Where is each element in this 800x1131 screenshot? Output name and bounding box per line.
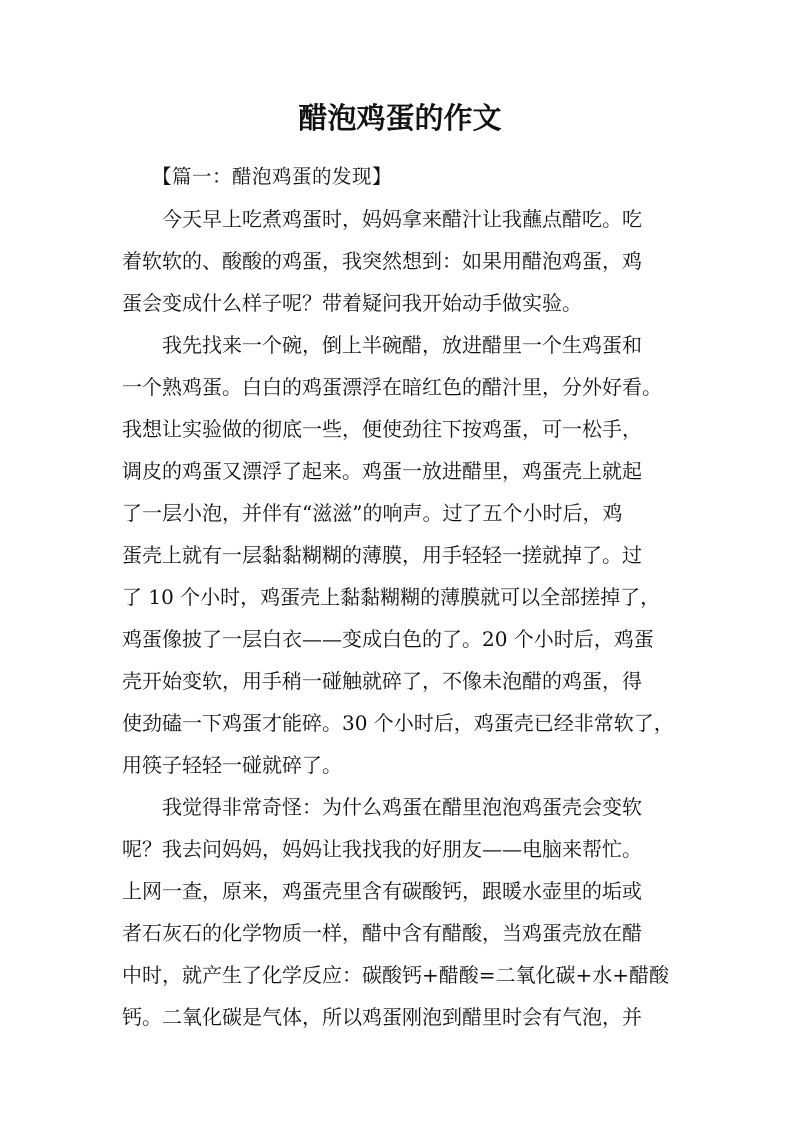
text-line: 鸡蛋像披了一层白衣——变成白色的了。20 个小时后，鸡蛋 [122,627,654,651]
text-line: 蛋会变成什么样子呢？带着疑问我开始动手做实验。 [122,291,582,315]
text-line: 壳开始变软，用手稍一碰触就碎了，不像未泡醋的鸡蛋，得 [122,669,642,693]
paragraph-2 [122,324,682,786]
text-line: 调皮的鸡蛋又漂浮了起来。鸡蛋一放进醋里，鸡蛋壳上就起 [122,459,642,483]
paragraph-3 [122,786,682,1038]
section-heading: 【篇一：醋泡鸡蛋的发现】 [152,165,393,188]
text-line: 一个熟鸡蛋。白白的鸡蛋漂浮在暗红色的醋汁里，分外好看。 [122,375,662,399]
text-line: 了一层小泡，并伴有“滋滋”的响声。过了五个小时后，鸡 [122,501,623,525]
text-line: 着软软的、酸酸的鸡蛋，我突然想到：如果用醋泡鸡蛋，鸡 [122,249,642,273]
text-line: 了 10 个小时，鸡蛋壳上黏黏糊糊的薄膜就可以全部搓掉了， [122,585,661,609]
text-line: 我先找来一个碗，倒上半碗醋，放进醋里一个生鸡蛋和 [162,333,642,357]
text-line: 蛋壳上就有一层黏黏糊糊的薄膜，用手轻轻一搓就掉了。过 [122,543,642,567]
text-line: 我觉得非常奇怪：为什么鸡蛋在醋里泡泡鸡蛋壳会变软 [162,795,642,819]
text-line: 用筷子轻轻一碰就碎了。 [122,753,342,777]
text-line: 钙。二氧化碳是气体，所以鸡蛋刚泡到醋里时会有气泡，并 [122,1005,642,1029]
text-line: 上网一查，原来，鸡蛋壳里含有碳酸钙，跟暖水壶里的垢或 [122,879,642,903]
text-line: 使劲磕一下鸡蛋才能碎。30 个小时后，鸡蛋壳已经非常软了， [122,711,674,735]
text-line: 今天早上吃煮鸡蛋时，妈妈拿来醋汁让我蘸点醋吃。吃 [162,207,642,231]
text-line: 我想让实验做的彻底一些，便使劲往下按鸡蛋，可一松手， [122,417,642,441]
document-title: 醋泡鸡蛋的作文 [298,101,502,135]
text-line: 中时，就产生了化学反应：碳酸钙+醋酸=二氧化碳+水+醋酸 [122,963,670,987]
document-body [122,156,682,1038]
paragraph-1 [122,198,682,324]
text-line: 者石灰石的化学物质一样，醋中含有醋酸，当鸡蛋壳放在醋 [122,921,642,945]
text-line: 呢？我去问妈妈，妈妈让我找我的好朋友——电脑来帮忙。 [122,837,642,861]
